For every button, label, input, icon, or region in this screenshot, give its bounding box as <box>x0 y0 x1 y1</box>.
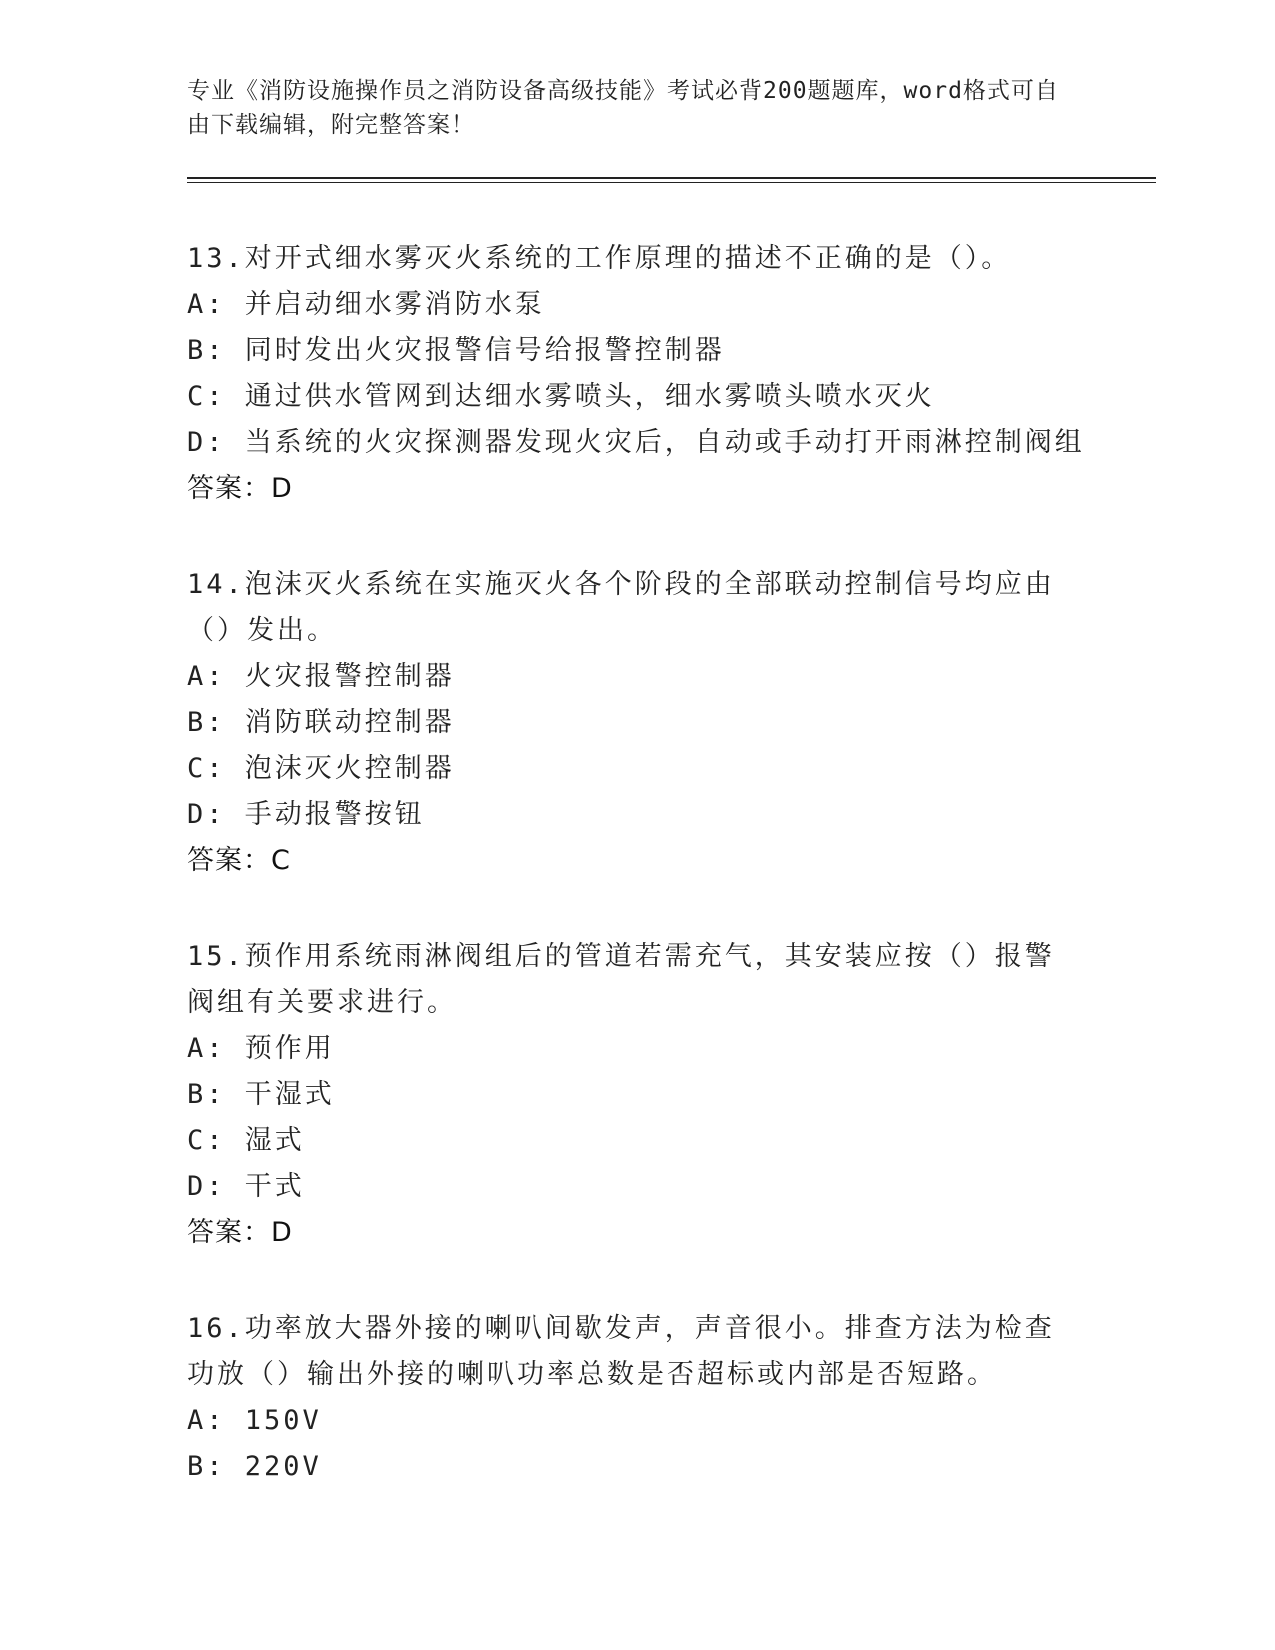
option-text: 湿式 <box>244 1125 305 1156</box>
option-a <box>187 282 1087 328</box>
answer-label: 答案： <box>187 845 271 876</box>
document-header: 专业《消防设施操作员之消防设备高级技能》考试必背200题题库，word格式可自由下载编辑，附完整答案！ <box>187 78 1059 138</box>
question-stem <box>187 1306 1077 1398</box>
answer-label: 答案： <box>187 1217 271 1248</box>
option-a <box>187 1398 1087 1444</box>
option-text: 220V <box>244 1451 322 1482</box>
option-d <box>187 420 1087 466</box>
option-text: 消防联动控制器 <box>244 707 455 738</box>
option-key: D: <box>187 427 226 458</box>
option-text: 150V <box>244 1405 322 1436</box>
answer-label: 答案： <box>187 473 271 504</box>
option-c <box>187 1118 1087 1164</box>
option-d <box>187 1164 1087 1210</box>
option-text: 火灾报警控制器 <box>244 661 455 692</box>
question-number: 13. <box>187 243 245 274</box>
answer-value: C <box>271 845 291 876</box>
question-text: 功率放大器外接的喇叭间歇发声，声音很小。排查方法为检查功放（）输出外接的喇叭功率总数是否超标或内部是否短路。 <box>187 1313 1055 1390</box>
question-stem <box>187 236 1077 282</box>
option-a <box>187 654 1087 700</box>
option-text: 预作用 <box>244 1033 335 1064</box>
question-text: 预作用系统雨淋阀组后的管道若需充气，其安装应按（）报警阀组有关要求进行。 <box>187 941 1055 1018</box>
option-key: A: <box>187 661 226 692</box>
option-key: C: <box>187 753 226 784</box>
option-key: C: <box>187 381 226 412</box>
option-c <box>187 746 1087 792</box>
option-b <box>187 1444 1087 1490</box>
option-text: 同时发出火灾报警信号给报警控制器 <box>244 335 725 366</box>
option-key: B: <box>187 335 226 366</box>
option-key: C: <box>187 1125 226 1156</box>
question-number: 15. <box>187 941 245 972</box>
question-stem <box>187 934 1077 1026</box>
option-d <box>187 792 1087 838</box>
option-key: D: <box>187 1171 226 1202</box>
question-16 <box>187 1306 1087 1490</box>
option-b <box>187 328 1087 374</box>
answer-value: D <box>271 1217 293 1248</box>
question-13 <box>187 236 1087 512</box>
question-text: 对开式细水雾灭火系统的工作原理的描述不正确的是（）。 <box>244 243 1012 274</box>
option-a <box>187 1026 1087 1072</box>
question-text: 泡沫灭火系统在实施灭火各个阶段的全部联动控制信号均应由（）发出。 <box>187 569 1055 646</box>
question-number: 16. <box>187 1313 245 1344</box>
option-key: A: <box>187 289 226 320</box>
question-number: 14. <box>187 569 245 600</box>
option-key: B: <box>187 1451 226 1482</box>
option-c <box>187 374 1087 420</box>
option-text: 手动报警按钮 <box>244 799 425 830</box>
option-text: 通过供水管网到达细水雾喷头，细水雾喷头喷水灭火 <box>244 381 935 412</box>
option-text: 干式 <box>244 1171 305 1202</box>
question-stem <box>187 562 1077 654</box>
question-list <box>187 236 1087 1540</box>
answer-line <box>187 838 1087 884</box>
option-text: 泡沫灭火控制器 <box>244 753 455 784</box>
option-key: A: <box>187 1405 226 1436</box>
question-14 <box>187 562 1087 884</box>
answer-line <box>187 1210 1087 1256</box>
question-15 <box>187 934 1087 1256</box>
answer-value: D <box>271 473 293 504</box>
option-b <box>187 1072 1087 1118</box>
header-divider <box>187 177 1156 183</box>
answer-line <box>187 466 1087 512</box>
option-key: D: <box>187 799 226 830</box>
option-b <box>187 700 1087 746</box>
option-text: 并启动细水雾消防水泵 <box>244 289 545 320</box>
option-key: B: <box>187 707 226 738</box>
option-key: A: <box>187 1033 226 1064</box>
option-key: B: <box>187 1079 226 1110</box>
option-text: 干湿式 <box>244 1079 335 1110</box>
option-text: 当系统的火灾探测器发现火灾后，自动或手动打开雨淋控制阀组 <box>244 427 1085 458</box>
